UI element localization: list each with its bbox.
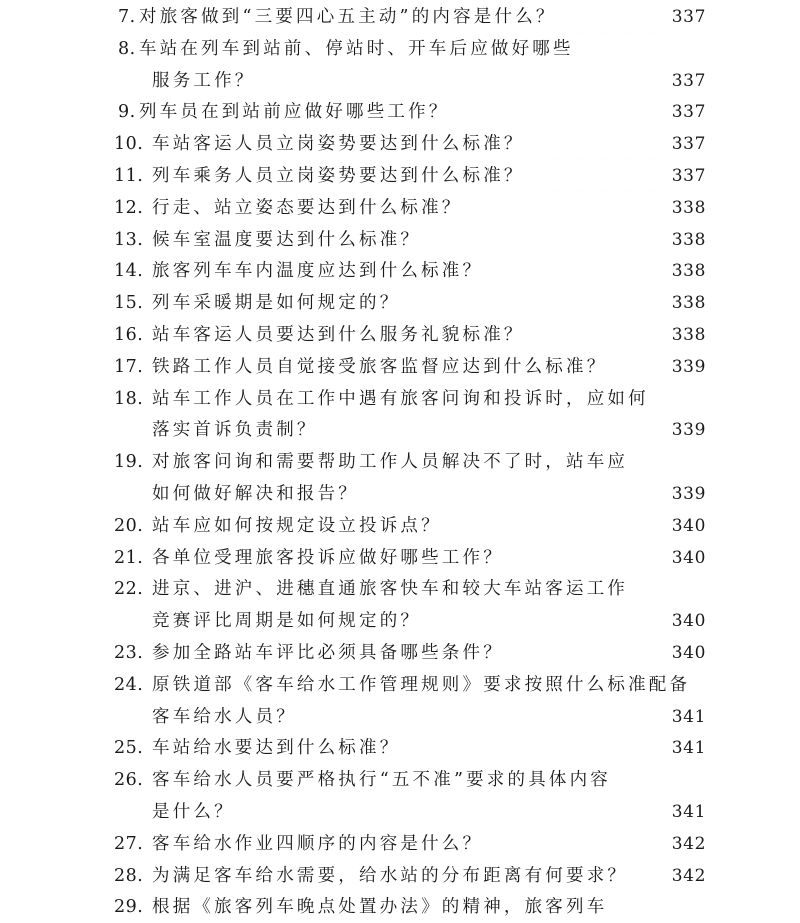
- dot-leader: [497, 255, 664, 287]
- toc-entry-title: 是什么？: [152, 802, 235, 822]
- dot-leader: [539, 319, 664, 351]
- toc-entry-number: 15.: [114, 293, 144, 314]
- dot-leader: [456, 510, 664, 542]
- toc-entry-title: 如何做好解决和报告？: [152, 484, 359, 504]
- toc-entry-number: 19.: [114, 452, 144, 473]
- toc-entry-title: 根据《旅客列车晚点处置办法》的精神，旅客列车: [152, 897, 608, 918]
- toc-entry-title: 站车工作人员在工作中遇有旅客问询和投诉时，应如何: [152, 388, 649, 409]
- dot-leader: [518, 637, 664, 669]
- toc-page-number: 337: [671, 102, 706, 123]
- toc-entry-line: [0, 510, 800, 542]
- toc-page-number: 342: [671, 865, 706, 886]
- toc-entry-number: 14.: [114, 261, 144, 282]
- dot-leader: [311, 701, 664, 733]
- toc-page-number: 337: [671, 70, 706, 91]
- toc-page-number: 340: [671, 547, 706, 568]
- toc-entry-number: 21.: [114, 547, 144, 568]
- dot-leader: [464, 96, 664, 128]
- toc-entry-number: 24.: [114, 674, 144, 695]
- dot-leader: [642, 860, 664, 892]
- toc-entry-number: 8.: [118, 38, 136, 59]
- toc-page-number: 338: [671, 325, 706, 345]
- toc-page-number: 340: [671, 611, 706, 632]
- toc-entry-number: 18.: [114, 388, 144, 409]
- toc-entry-title: 服务工作？: [152, 70, 256, 91]
- toc-entry-title: 列车乘务人员立岗姿势要达到什么标准？: [152, 166, 525, 186]
- toc-entry-line: [0, 128, 800, 160]
- dot-leader: [621, 351, 663, 383]
- toc-entry-title: 列车采暖期是如何规定的？: [152, 293, 401, 314]
- toc-entry-title: 各单位受理旅客投诉应做好哪些工作？: [152, 547, 504, 568]
- dot-leader: [270, 65, 664, 97]
- toc-entry-title: 为满足客车给水需要，给水站的分布距离有何要求？: [152, 865, 629, 886]
- toc-entry-number: 22.: [114, 579, 144, 600]
- toc-entry-line: [0, 796, 800, 828]
- toc-entry-line: [0, 732, 800, 764]
- toc-entry-line: [0, 65, 800, 97]
- toc-entry-title: 站车应如何按规定设立投诉点？: [152, 515, 442, 536]
- toc-entry-number: 12.: [114, 197, 144, 218]
- toc-entry-title: 旅客列车车内温度应达到什么标准？: [152, 261, 484, 282]
- toc-page-number: 339: [671, 420, 706, 441]
- toc-page-number: 338: [671, 197, 706, 218]
- toc-entry-title: 客车给水人员要严格执行“五不准”要求的具体内容: [152, 770, 611, 791]
- toc-entry-line: [0, 605, 800, 637]
- dot-leader: [249, 796, 664, 828]
- toc-entry-line: [0, 860, 800, 892]
- toc-page-number: 337: [671, 166, 706, 186]
- toc-entry-line: [0, 414, 800, 446]
- toc-entry-number: 28.: [114, 865, 144, 886]
- toc-page-number: 337: [671, 134, 706, 155]
- toc-entry-line: [0, 446, 800, 478]
- toc-entry-line: [0, 637, 800, 669]
- toc-entry-title: 对旅客问询和需要帮助工作人员解决不了时，站车应: [152, 452, 629, 473]
- toc-entry-number: 17.: [114, 356, 144, 377]
- toc-page-number: 340: [671, 515, 706, 536]
- toc-entry-title: 客车给水作业四顺序的内容是什么？: [152, 833, 484, 854]
- toc-page-number: 338: [671, 229, 706, 250]
- toc-entry-title: 车站给水要达到什么标准？: [152, 738, 401, 759]
- dot-leader: [518, 542, 664, 574]
- toc-entry-number: 7.: [118, 7, 136, 27]
- toc-entry-line: [0, 383, 800, 415]
- toc-entry-line: [0, 224, 800, 256]
- toc-entry-number: 26.: [114, 770, 144, 791]
- toc-entry-title: 原铁道部《客车给水工作管理规则》要求按照什么标准配备: [152, 674, 691, 695]
- toc-page-number: 341: [671, 738, 706, 759]
- dot-leader: [332, 414, 664, 446]
- toc-entry-line: [0, 96, 800, 128]
- toc-entry-line: [0, 573, 800, 605]
- toc-entry-title: 落实首诉负责制？: [152, 420, 318, 441]
- toc-entry-title: 对旅客做到“三要四心五主动”的内容是什么？: [139, 7, 557, 27]
- dot-leader: [414, 287, 663, 319]
- toc-entry-title: 车站客运人员立岗姿势要达到什么标准？: [152, 134, 525, 155]
- toc-page-number: 342: [671, 833, 706, 854]
- dot-leader: [414, 732, 663, 764]
- toc-entry-number: 16.: [114, 325, 144, 345]
- toc-entry-line: [0, 828, 800, 860]
- toc-entry-title: 车站在列车到站前、停站时、开车后应做好哪些: [139, 38, 574, 59]
- toc-entry-line: [0, 160, 800, 192]
- toc-entry-line: [0, 192, 800, 224]
- toc-page-number: 337: [671, 7, 706, 27]
- dot-leader: [539, 160, 664, 192]
- toc-page-number: 341: [671, 802, 706, 822]
- toc-page-number: 339: [671, 356, 706, 377]
- toc-entry-title: 行走、站立姿态要达到什么标准？: [152, 197, 463, 218]
- toc-entry-line: [0, 891, 800, 923]
- toc-entry-line: [0, 542, 800, 574]
- toc-entry-line: [0, 255, 800, 287]
- toc-entry-title: 进京、进沪、进穗直通旅客快车和较大车站客运工作: [152, 579, 629, 600]
- toc-entry-number: 29.: [114, 897, 144, 918]
- toc-entry-line: [0, 764, 800, 796]
- dot-leader: [435, 605, 664, 637]
- toc-entry-line: [0, 319, 800, 351]
- toc-page-number: 338: [671, 261, 706, 282]
- toc-entry-number: 27.: [114, 833, 144, 854]
- toc-page-number: 339: [671, 484, 706, 504]
- toc-entry-line: [0, 701, 800, 733]
- toc-entry-line: [0, 1, 800, 33]
- toc-entry-title: 客车给水人员？: [152, 706, 297, 727]
- toc-entry-number: 9.: [118, 102, 136, 123]
- toc-entry-title: 参加全路站车评比必须具备哪些条件？: [152, 643, 504, 663]
- toc-entry-title: 候车室温度要达到什么标准？: [152, 229, 422, 250]
- toc-entry-number: 20.: [114, 515, 144, 536]
- toc-entry-line: [0, 478, 800, 510]
- dot-leader: [477, 192, 664, 224]
- toc-entry-number: 13.: [114, 229, 144, 250]
- dot-leader: [539, 128, 664, 160]
- dot-leader: [571, 1, 664, 33]
- toc-entry-title: 竞赛评比周期是如何规定的？: [152, 611, 422, 632]
- toc-entry-number: 10.: [114, 134, 144, 155]
- toc-entry-number: 23.: [114, 643, 144, 663]
- toc-entry-title: 铁路工作人员自觉接受旅客监督应达到什么标准？: [152, 356, 608, 377]
- toc-page-number: 340: [671, 643, 706, 663]
- toc-entry-line: [0, 287, 800, 319]
- toc-entry-number: 11.: [114, 166, 144, 186]
- toc-page-number: 338: [671, 293, 706, 314]
- toc-page-number: 341: [671, 706, 706, 727]
- toc-entry-number: 25.: [114, 738, 144, 759]
- dot-leader: [435, 224, 664, 256]
- dot-leader: [497, 828, 664, 860]
- toc-entry-title: 站车客运人员要达到什么服务礼貌标准？: [152, 325, 525, 345]
- toc-entry-line: [0, 669, 800, 701]
- toc-entry-line: [0, 351, 800, 383]
- dot-leader: [373, 478, 664, 510]
- toc-entry-title: 列车员在到站前应做好哪些工作？: [139, 102, 450, 123]
- toc-entry-line: [0, 33, 800, 65]
